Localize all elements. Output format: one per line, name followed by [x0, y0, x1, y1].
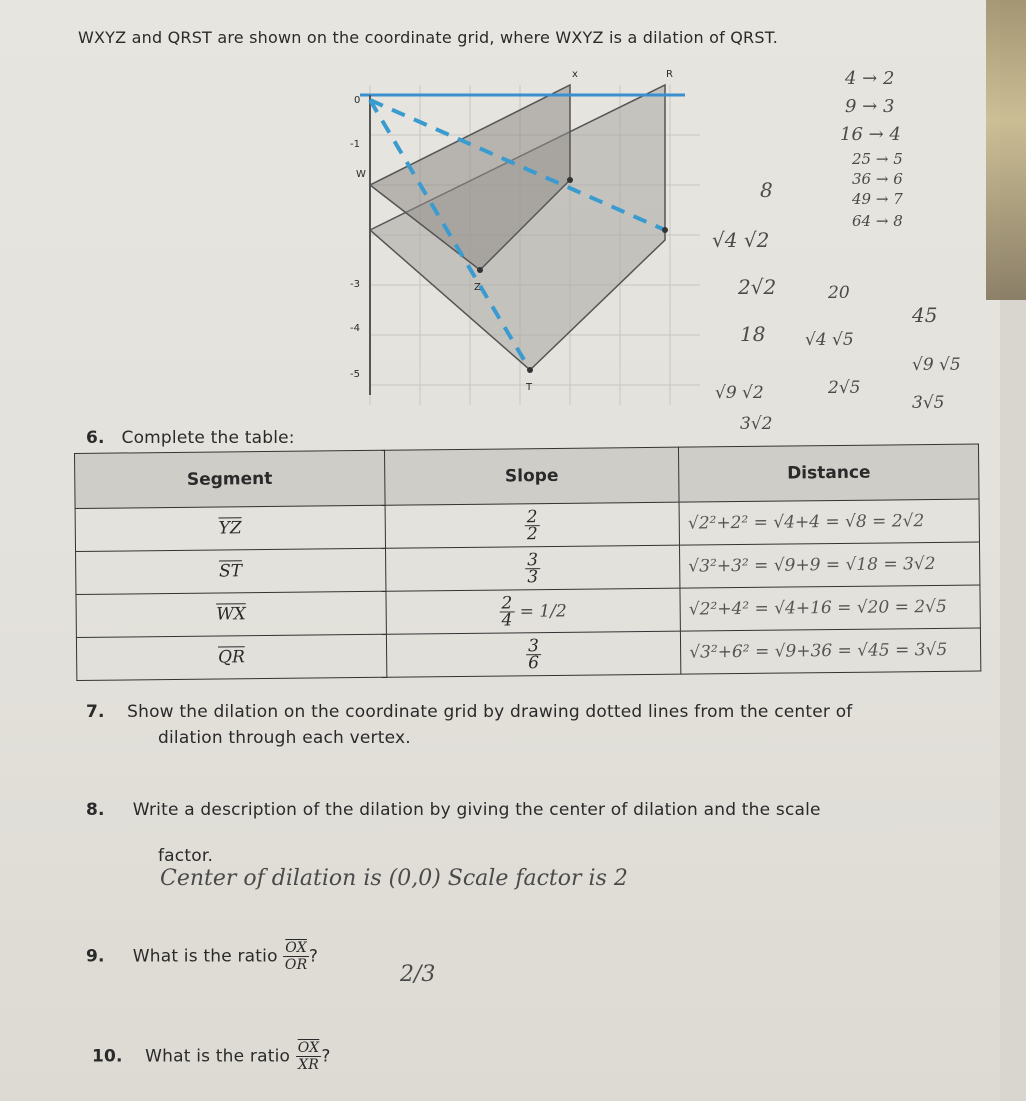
- note-9: √4 √2: [712, 228, 770, 252]
- answer-9[interactable]: 2/3: [400, 962, 436, 987]
- note-16: 3√2: [740, 414, 773, 434]
- answer-8[interactable]: Center of dilation is (0,0) Scale factor is 2: [160, 866, 628, 891]
- distance-cell[interactable]: √3²+6² = √9+36 = √45 = 3√5: [681, 628, 981, 674]
- distance-cell[interactable]: √3²+3² = √9+9 = √18 = 3√2: [680, 542, 980, 588]
- note-17: 45: [912, 303, 938, 327]
- tick-3: -3: [350, 279, 360, 290]
- question-9: 9. What is the ratio $\frac{\overline{OX}}{OR}$ ?: [86, 940, 319, 973]
- table-row: $\overline{ST}$ $\frac{3}{3}$ √3²+3² = √9+9 = √18 = 3√2: [76, 542, 980, 594]
- tick-0: 0: [354, 95, 361, 106]
- note-4: 25 → 5: [852, 150, 903, 168]
- tick-4: -4: [350, 323, 360, 334]
- table-row: $\overline{YZ}$ $\frac{2}{2}$ √2²+2² = √4+4 = √8 = 2√2: [75, 499, 979, 551]
- question-8: 8. Write a description of the dilation by giving the center of dilation and the scale: [86, 800, 821, 820]
- intro-text: WXYZ and QRST are shown on the coordinate grid, where WXYZ is a dilation of QRST.: [78, 28, 779, 47]
- label-w: W: [356, 169, 366, 180]
- label-x: x: [572, 69, 578, 80]
- note-1: 4 → 2: [845, 68, 895, 89]
- note-5: 36 → 6: [852, 170, 903, 188]
- note-7: 64 → 8: [852, 212, 903, 230]
- header-distance: Distance: [679, 444, 979, 502]
- distance-cell[interactable]: √2²+2² = √4+4 = √8 = 2√2: [679, 499, 979, 545]
- header-segment: Segment: [75, 450, 385, 508]
- note-15: √9 √2: [715, 383, 764, 403]
- question-6: 6. Complete the table:: [86, 428, 295, 448]
- question-8-cont: factor.: [158, 846, 214, 866]
- background-edge: [986, 0, 1026, 300]
- note-14: 18: [740, 322, 766, 346]
- header-slope: Slope: [384, 447, 679, 505]
- note-13: 2√5: [828, 378, 861, 398]
- question-7-cont: dilation through each vertex.: [158, 728, 411, 748]
- distance-cell[interactable]: √2²+4² = √4+16 = √20 = 2√5: [680, 585, 980, 631]
- note-8: 8: [760, 178, 773, 202]
- note-3: 16 → 4: [840, 124, 901, 145]
- note-2: 9 → 3: [845, 96, 895, 117]
- note-12: √4 √5: [805, 330, 854, 350]
- question-10: 10. What is the ratio $\frac{\overline{OX}}{XR}$ ?: [92, 1040, 331, 1073]
- note-19: 3√5: [912, 393, 945, 413]
- segment-table: [74, 444, 981, 681]
- note-11: 20: [828, 283, 850, 303]
- question-7: 7. Show the dilation on the coordinate grid by drawing dotted lines from the center of: [86, 702, 853, 722]
- tick-5: -5: [350, 369, 360, 380]
- table-row: $\overline{QR}$ $\frac{3}{6}$ √3²+6² = √9+36 = √45 = 3√5: [76, 628, 980, 680]
- coordinate-grid: [340, 55, 720, 415]
- note-10: 2√2: [738, 275, 777, 299]
- label-t: T: [526, 382, 533, 393]
- note-18: √9 √5: [912, 355, 961, 375]
- table-row: $\overline{WX}$ $\frac{2}{4}$ = 1/2 √2²+4² = √4+16 = √20 = 2√5: [76, 585, 980, 637]
- label-r: R: [666, 69, 673, 80]
- label-z: Z: [474, 282, 481, 293]
- tick-1: -1: [350, 139, 360, 150]
- note-6: 49 → 7: [852, 190, 903, 208]
